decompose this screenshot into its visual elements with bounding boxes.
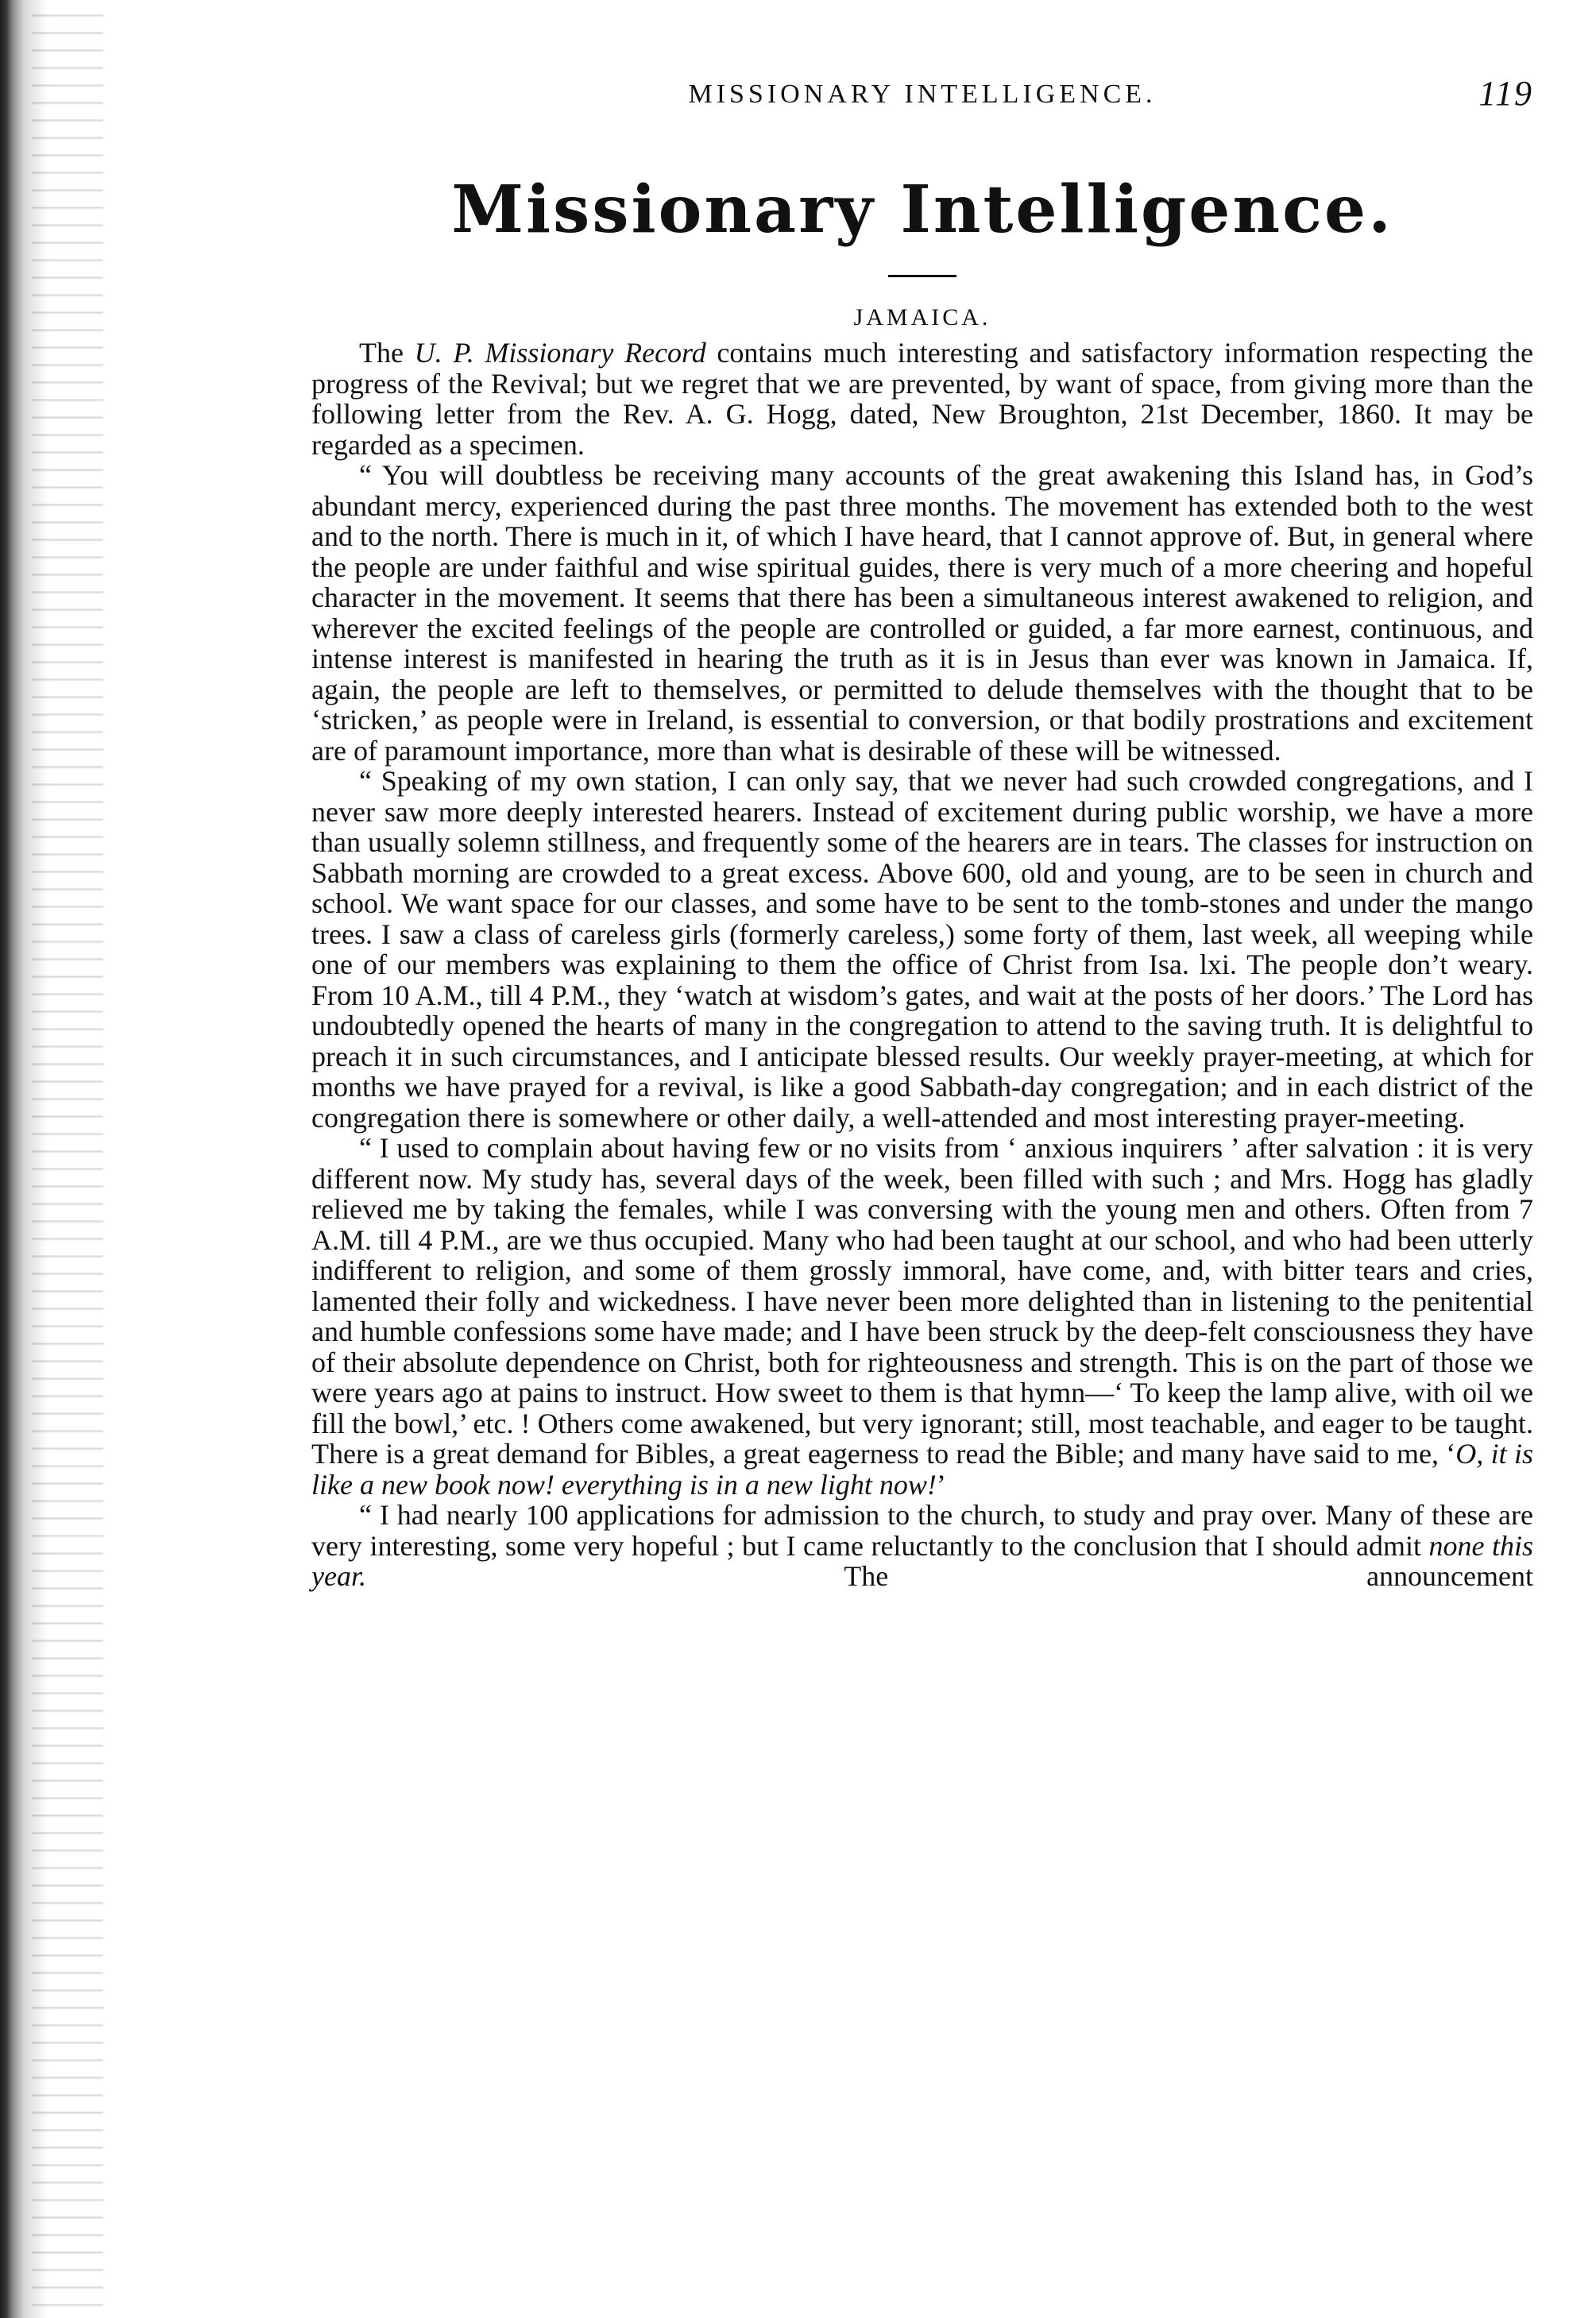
binding-shadow [32, 0, 103, 2318]
letter-paragraph-1: “ You will doubtless be receiving many accounts of the great awakening this Island has, in God’s abundant mercy, experienced during the past three months. The movement has extended both to the west and to the north. There is much in it, of which I have heard, that I cannot approve of. But, in general where the people are under faithful and wise spiritual guides, there is very much of a more cheering and hopeful character in the movement. It seems that there has been a simultaneous interest awakened to religion, and wherever the excited feelings of the people are controlled or guided, a far more earnest, continuous, and intense interest is manifested in hearing the truth as it is in Jesus than ever was known in Jamaica. If, again, the people are left to themselves, or permitted to delude themselves with the thought that to be ‘stricken,’ as people were in Ireland, is essential to conversion, or that bodily prostrations and excitement are of paramount importance, more than what is desirable of these will be witnessed. [311, 459, 1533, 767]
intro-text-1: The [359, 337, 415, 369]
letter-paragraph-2: “ Speaking of my own station, I can only say, that we never had such crowded congregations, and I never saw more deeply interested hearers. Instead of excitement during public worship, we have a more than usually solemn stillness, and frequently some of the hearers are in tears. The classes for instruction on Sabbath morning are crowded to a great excess. Above 600, old and young, are to be seen in church and school. We want space for our classes, and some have to be sent to the tomb-stones and under the mango trees. I saw a class of careless girls (formerly careless,) some forty of them, last week, all weeping while one of our members was explaining to them the office of Christ from Isa. lxi. The people don’t weary. From 10 A.M., till 4 P.M., they ‘watch at wisdom’s gates, and wait at the posts of her doors.’ The Lord has undoubtedly opened the hearts of many in the congregation to attend to the saving truth. It is delightful to preach it in such circumstances, and I anticipate blessed results. Our weekly prayer-meeting, at which for months we have prayed for a revival, is like a good Sabbath-day congregation; and in each district of the congregation there is somewhere or other daily, a well-attended and most interesting prayer-meeting. [311, 765, 1533, 1134]
letter-paragraph-4 [311, 1500, 1533, 1592]
title-rule [888, 275, 956, 277]
paragraph-4-emphasis: none this year. [311, 1529, 1533, 1592]
intro-paragraph [311, 338, 1533, 460]
page-number: 119 [1478, 74, 1533, 113]
section-heading: JAMAICA. [853, 304, 991, 330]
article-title: Missionary Intelligence. [451, 172, 1393, 248]
intro-publication-title: U. P. Missionary Record [414, 337, 706, 369]
running-title: MISSIONARY INTELLIGENCE. [688, 79, 1157, 109]
paragraph-3-quote: O, it is like a new book now! everything is in a new light now! [311, 1438, 1533, 1501]
journal-page [311, 73, 1533, 1592]
paragraph-3-text-2: ’ [936, 1468, 946, 1501]
paragraph-4-text-1: “ I had nearly 100 applications for admission to the church, to study and pray over. Many of these are very interesting, some very hopeful ; but I came reluctantly to the conclusion that I should admit [311, 1499, 1533, 1562]
intro-text-2: contains much interesting and satisfactory information respecting the progress of the Revival; but we regret that we are prevented, by want of space, from giving more than the following letter from the Rev. A. G. Hogg, dated, New Broughton, 21st December, 1860. It may be regarded as a specimen. [311, 337, 1534, 461]
running-head [311, 73, 1533, 122]
paragraph-4-text-2: The announcement [365, 1560, 1533, 1592]
letter-paragraph-3 [311, 1133, 1533, 1500]
paragraph-3-text-1: “ I used to complain about having few or no visits from ‘ anxious inquirers ’ after salvation : it is very different now. My study has, several days of the week, been filled with such ; and Mrs. Hogg has gladly relieved me by taking the females, while I was conversing with the young men and others. Often from 7 A.M. till 4 P.M., are we thus occupied. Many who had been taught at our school, and who had been utterly indifferent to religion, and some of them grossly immoral, have come, and, with bitter tears and cries, lamented their folly and wickedness. I have never been more delighted than in listening to the penitential and humble confessions some have made; and I have been struck by the deep-felt consciousness they have of their absolute dependence on Christ, both for righteousness and strength. This is on the part of those we were years ago at pains to instruct. How sweet to them is that hymn—‘ To keep the lamp alive, with oil we fill the bowl,’ etc. ! Others come awakened, but very ignorant; still, most teachable, and eager to be taught. There is a great demand for Bibles, a great eagerness to read the Bible; and many have said to me, ‘ [311, 1132, 1533, 1470]
